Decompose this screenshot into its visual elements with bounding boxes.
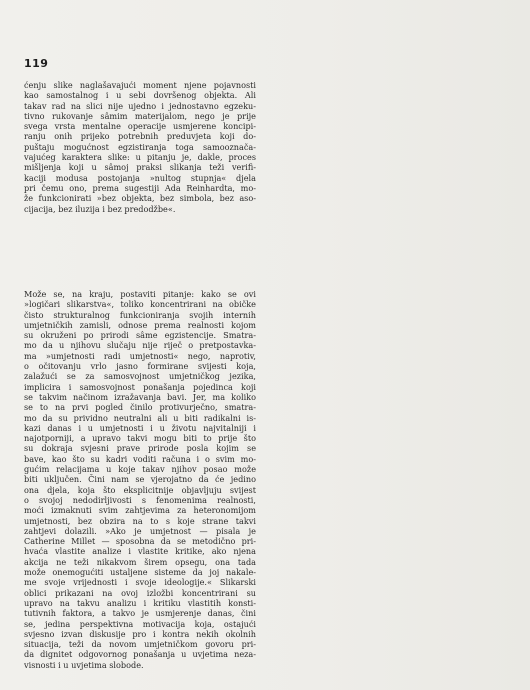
text-line: implicira i samosvojnost ponašanja pojedinca koji: [24, 381, 256, 392]
text-line: umjetnosti, bez obzira na to s koje strane takvi: [24, 515, 256, 526]
text-line: puštaju mogućnost egzistiranja toga samooznača-: [24, 141, 256, 152]
text-line: moći izmaknuti svim zahtjevima za heteronomijom: [24, 505, 256, 516]
text-line: mo da u njihovu slučaju nije riječ o pretpostavka-: [24, 340, 256, 351]
text-line: oblici prikazani na ovoj izložbi koncentrirani su: [24, 587, 256, 598]
text-line: svjesno izvan diskusije pro i kontra nekih okolnih: [24, 628, 256, 639]
text-line: ćenju slike naglašavajući moment njene pojavnosti: [24, 80, 256, 90]
text-line: ma »umjetnosti radi umjetnosti« nego, naprotiv,: [24, 350, 256, 361]
paragraph-1: [24, 80, 256, 214]
text-line: kazi danas i u umjetnosti i u životu najvitalniji i: [24, 422, 256, 433]
bleed-through-shadow: [330, 560, 530, 690]
text-line: zalažući se za samosvojnost umjetničkog jezika,: [24, 371, 256, 382]
text-line: mo da su prividno neutralni ali u biti radikalni is-: [24, 412, 256, 423]
text-line: vajućeg karaktera slike: u pitanju je, dakle, proces: [24, 152, 256, 163]
text-line: može onemogućiti ustaljene sisteme da joj nakale-: [24, 567, 256, 578]
text-line: kao samostalnog i u sebi dovršenog objekta. Ali: [24, 90, 256, 101]
text-line: o svojoj nedodirljivosti s fenomenima realnosti,: [24, 494, 256, 505]
text-line: tivno rukovanje sâmim materijalom, nego je prije: [24, 110, 256, 121]
text-line: situacija, teži da novom umjetničkom govoru pri-: [24, 639, 256, 650]
text-line: Može se, na kraju, postaviti pitanje: kako se ovi: [24, 289, 256, 299]
text-line: su okruženi po prirodi sâme egzistencije. Smatra-: [24, 330, 256, 341]
text-line: biti uključen. Čini nam se vjerojatno da će jedino: [24, 474, 256, 485]
text-line: čisto strukturalnog funkcioniranja svojih internih: [24, 309, 256, 320]
text-line: upravo na takvu analizu i kritiku vlastitih konsti-: [24, 597, 256, 608]
text-line: že funkcionirati »bez objekta, bez simbola, bez aso-: [24, 193, 256, 204]
text-line: najotporniji, a upravo takvi mogu biti to prije što: [24, 433, 256, 444]
text-line: o očitovanju vrlo jasno formirane svijesti koja,: [24, 361, 256, 372]
text-line: ona djela, koja što eksplicitnije objavljuju svijest: [24, 484, 256, 495]
text-line: »logičari slikarstva«, toliko koncentrirani na običke: [24, 299, 256, 310]
text-line: gućim relacijama u koje takav njihov posao može: [24, 464, 256, 475]
text-line: svega vrsta mentalne operacije usmjerene koncipi-: [24, 121, 256, 132]
text-line: se to na prvi pogled činilo protivurječno, smatra-: [24, 402, 256, 413]
text-line: se, jedina perspektivna motivacija koja, ostajući: [24, 618, 256, 629]
text-line: akcija ne teži nikakvom širem opsegu, ona tada: [24, 556, 256, 567]
paragraph-2: [24, 289, 256, 670]
text-line: Catherine Millet — sposobna da se metodično pri-: [24, 536, 256, 547]
text-line: hvaća vlastite analize i vlastite kritike, ako njena: [24, 546, 256, 557]
text-line: da dignitet odgovornog ponašanja u uvjetima neza-: [24, 649, 256, 660]
text-line: visnosti i u uvjetima slobode.: [24, 659, 144, 670]
text-line: ranju onih prijeko potrebnih preduvjeta koji do-: [24, 131, 256, 142]
text-line: se takvim načinom izražavanja bavi. Jer, ma koliko: [24, 391, 256, 402]
text-line: tutivnih faktora, a takvo je usmjerenje danas, čini: [24, 608, 256, 619]
text-line: pri čemu ono, prema sugestiji Ada Reinhardta, mo-: [24, 182, 256, 193]
text-line: mišljenja koji u sâmoj praksi slikanja teži verifi-: [24, 162, 256, 173]
text-line: cijacija, bez iluzija i bez predodžbe«.: [24, 203, 176, 214]
text-line: umjetničkih zamisli, odnose prema realnosti kojom: [24, 319, 256, 330]
text-line: zahtjevi dolazili. »Ako je umjetnost — pisala je: [24, 525, 256, 536]
page-number: 119: [24, 57, 49, 70]
text-line: takav rad na slici nije ujedno i jednostavno egzeku-: [24, 100, 256, 111]
text-line: kaciji modusa postojanja »nultog stupnja« djela: [24, 172, 256, 183]
text-line: me svoje vrijednosti i svoje ideologije.« Slikarski: [24, 577, 256, 588]
text-line: su dokraja svjesni prave prirode posla kojim se: [24, 443, 256, 454]
text-line: bave, kao što su kadri voditi računa i o svim mo-: [24, 453, 256, 464]
